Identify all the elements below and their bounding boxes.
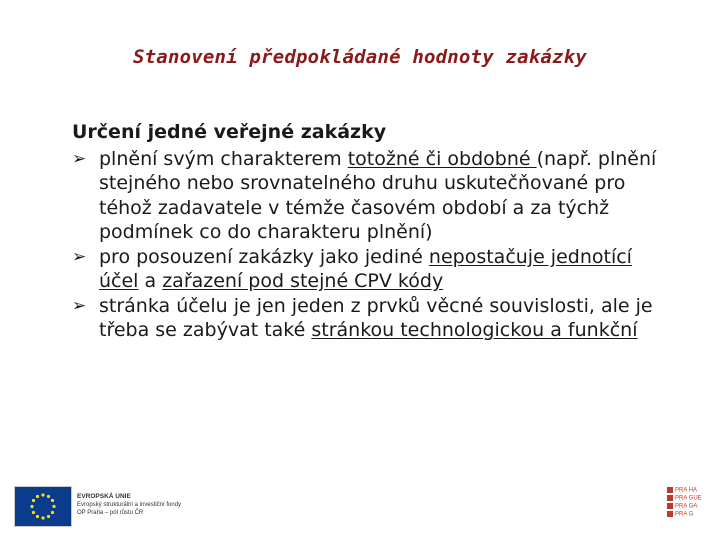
praha-logo xyxy=(667,487,707,519)
bullet-item xyxy=(72,245,672,294)
slide-content xyxy=(72,120,672,343)
section-heading: Určení jedné veřejné zakázky xyxy=(72,121,387,143)
praha-logo-line: PRA G xyxy=(667,511,707,519)
bullet-text: a xyxy=(138,270,163,292)
arrow-bullet-icon: ➢ xyxy=(72,246,87,267)
praha-square-icon xyxy=(667,487,673,493)
praha-square-icon xyxy=(667,511,673,517)
eu-stars-icon xyxy=(15,487,71,526)
bullet-underlined-text: nepostačuje jednotící účel xyxy=(99,245,632,292)
bullet-underlined-text: zařazení pod stejné CPV kódy xyxy=(162,270,444,292)
eu-line: OP Praha – pól růstu ČR xyxy=(77,510,144,516)
eu-line: Evropský strukturální a investiční fondy xyxy=(77,502,182,508)
eu-funding-text xyxy=(77,493,181,517)
arrow-bullet-icon: ➢ xyxy=(72,148,87,169)
praha-logo-line: PRA HA xyxy=(667,487,707,495)
bullet-text: (např. plnění stejného nebo srovnatelného druhu uskutečňované pro téhož zadavatele v témže časovém období a za týchž podmínek co do charakteru plnění) xyxy=(99,147,657,243)
bullet-underlined-text: stránkou technologickou a funkční xyxy=(311,319,638,341)
bullet-text: stránka účelu je jen jeden z prvků věcné souvislosti, ale je třeba se zabývat také xyxy=(99,294,653,341)
eu-title: EVROPSKÁ UNIE xyxy=(77,493,131,500)
praha-square-icon xyxy=(667,495,673,501)
bullet-underlined-text: totožné či obdobné xyxy=(347,147,537,170)
praha-logo-line: PRA GUE xyxy=(667,495,707,503)
bullet-item xyxy=(72,147,672,245)
bullet-text: pro posouzení zakázky jako jediné xyxy=(99,245,429,268)
bullet-text: plnění svým charakterem xyxy=(99,147,348,170)
slide-title: Stanovení předpokládané hodnoty zakázky xyxy=(133,46,587,68)
bullet-item xyxy=(72,294,672,343)
praha-logo-line: PRA GA xyxy=(667,503,707,511)
arrow-bullet-icon: ➢ xyxy=(72,295,87,316)
praha-square-icon xyxy=(667,503,673,509)
eu-flag-logo xyxy=(14,486,72,527)
